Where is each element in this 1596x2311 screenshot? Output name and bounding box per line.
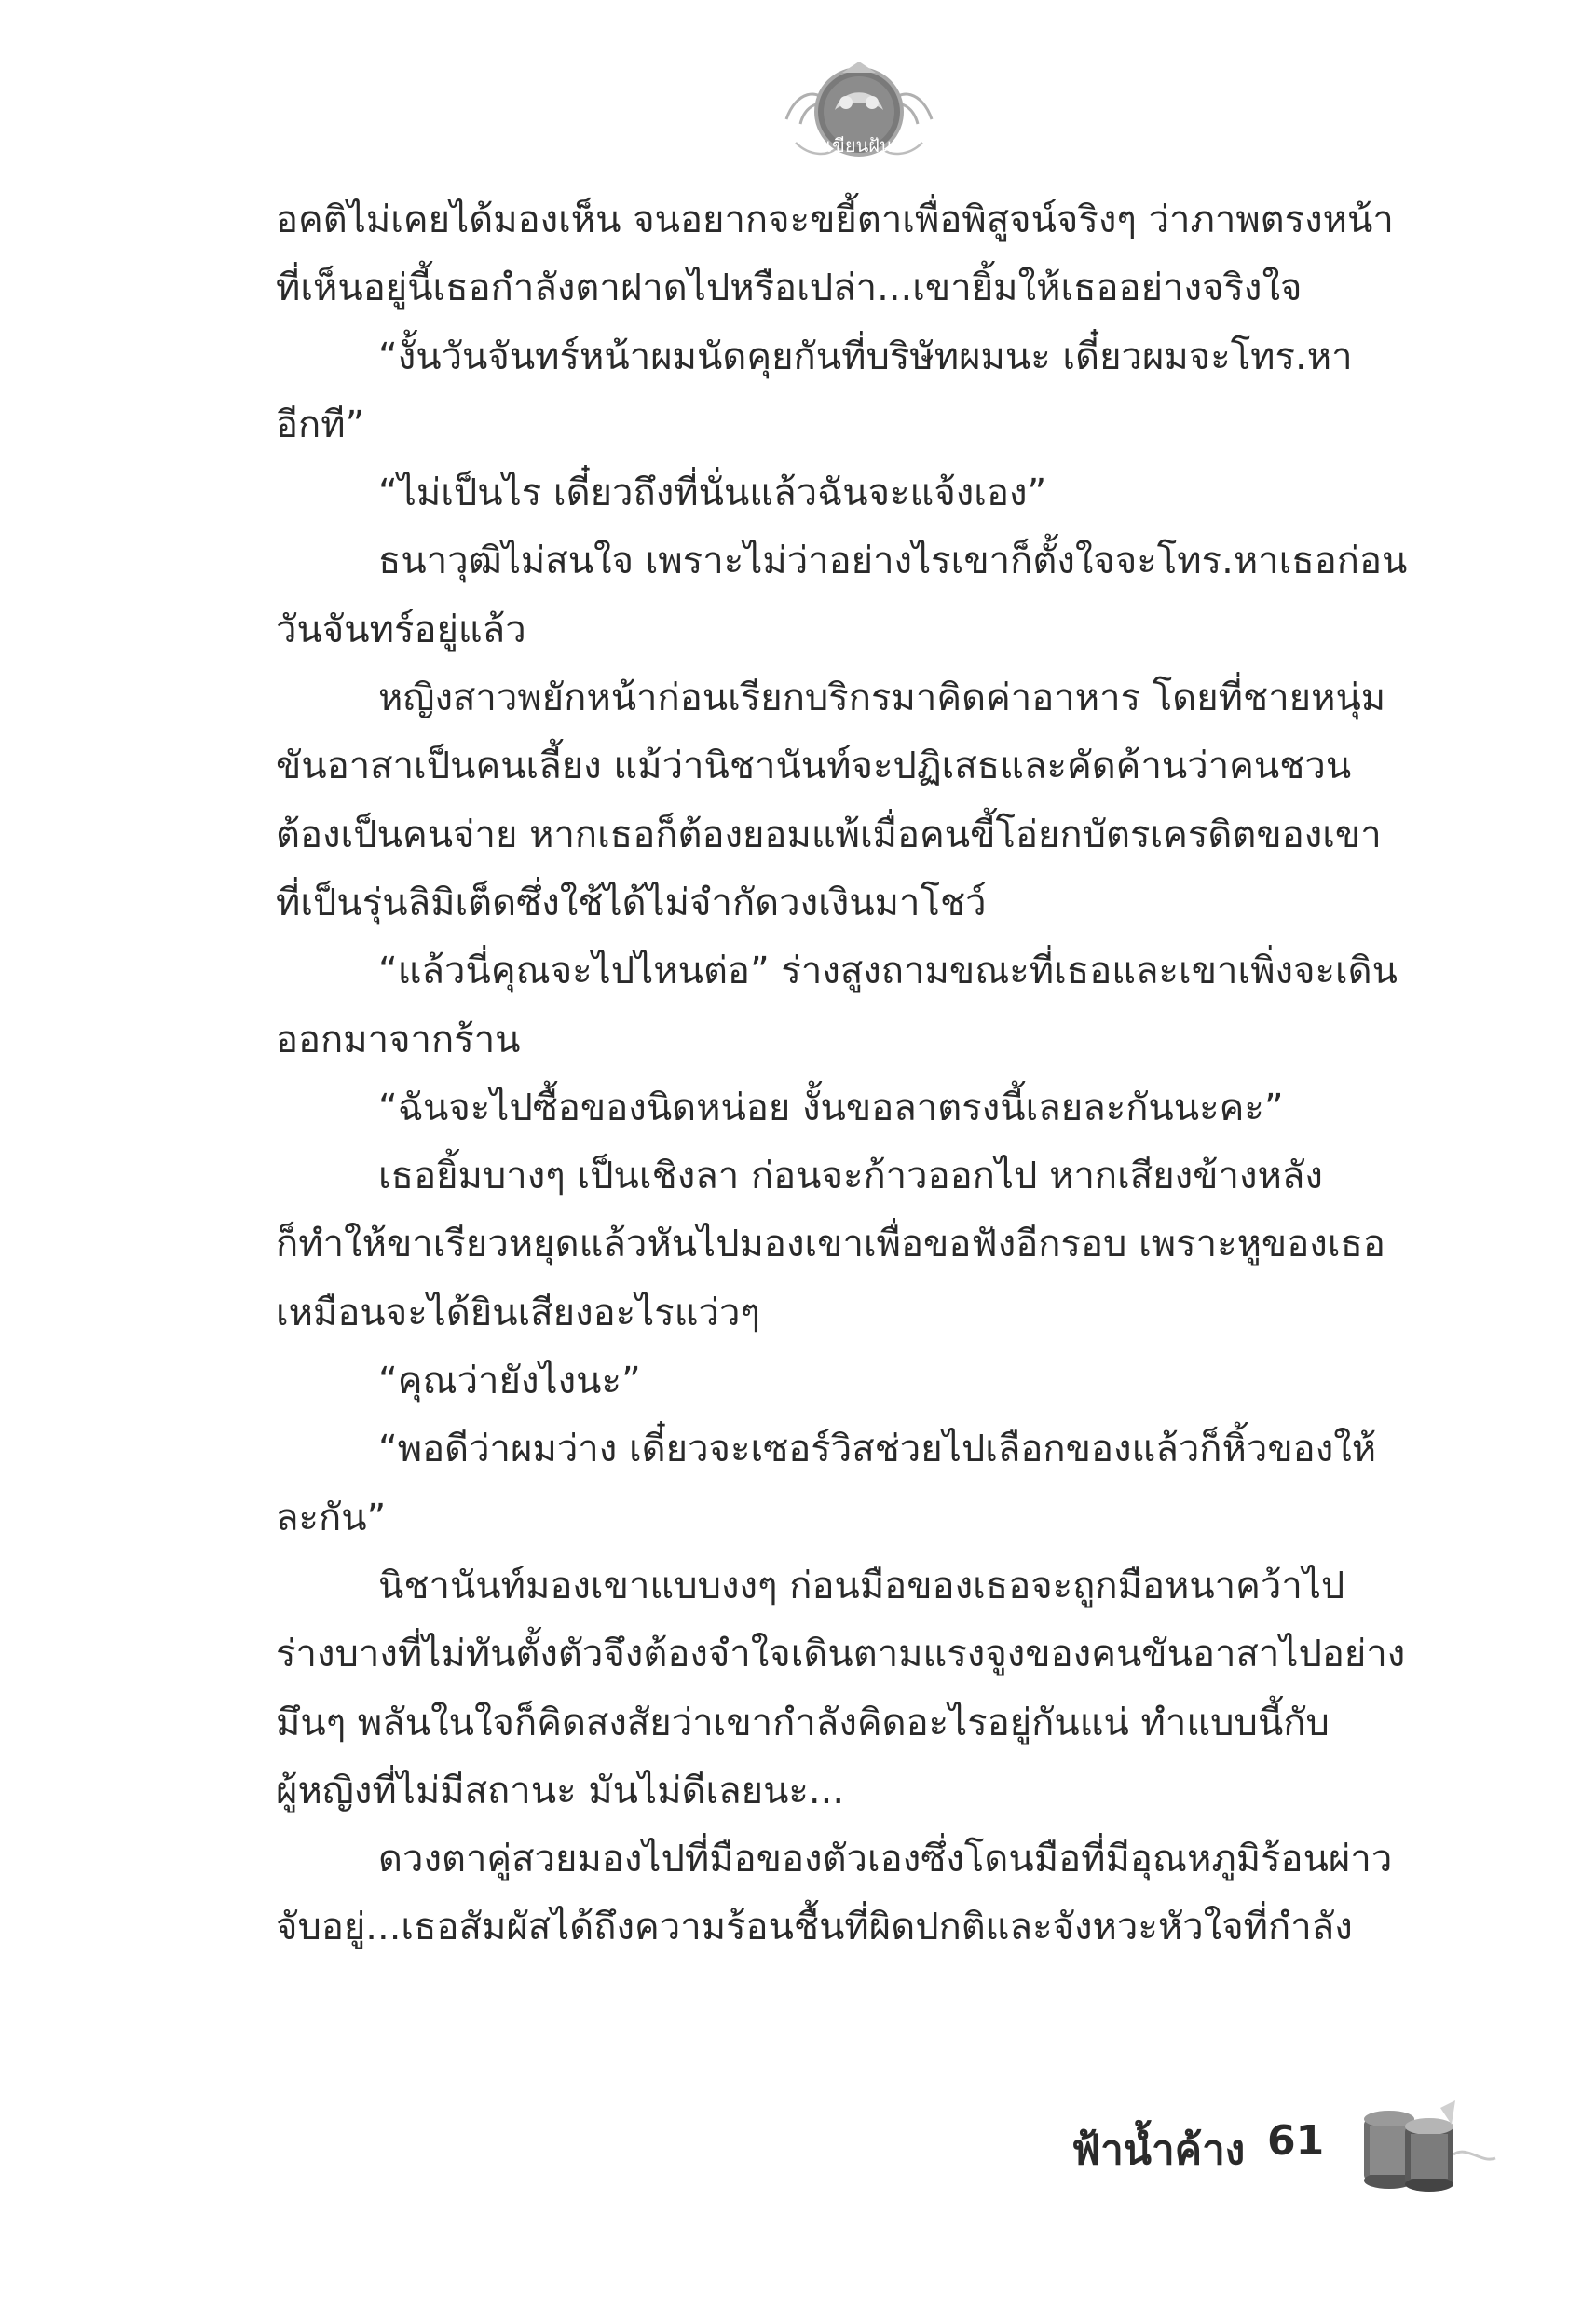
- text-line: ที่เป็นรุ่นลิมิเต็ดซึ่งใช้ได้ไม่จำกัดวงเงินมาโชว์: [276, 881, 987, 924]
- text-line: ก็ทำให้ขาเรียวหยุดแล้วหันไปมองเขาเพื่อขอฟังอีกรอบ เพราะหูของเธอ: [276, 1223, 1385, 1266]
- text-line: ออกมาจากร้าน: [276, 1018, 521, 1061]
- text-line: ร่างบางที่ไม่ทันตั้งตัวจึงต้องจำใจเดินตามแรงจูงของคนขันอาสาไปอย่าง: [276, 1633, 1406, 1676]
- text-line: มึนๆ พลันในใจก็คิดสงสัยว่าเขากำลังคิดอะไรอยู่กันแน่ ทำแบบนี้กับ: [276, 1701, 1330, 1744]
- emblem-text: เขียนฝัน: [825, 134, 893, 157]
- text-line: ต้องเป็นคนจ่าย หากเธอก็ต้องยอมแพ้เมื่อคนขี้โอ่ยกบัตรเครดิตของเขา: [276, 813, 1382, 856]
- text-line: “คุณว่ายังไงนะ”: [378, 1360, 641, 1403]
- thread-spool-icon: [1351, 2099, 1500, 2192]
- text-line: เธอยิ้มบางๆ เป็นเชิงลา ก่อนจะก้าวออกไป หากเสียงข้างหลัง: [378, 1155, 1323, 1198]
- text-line: นิชานันท์มองเขาแบบงงๆ ก่อนมือของเธอจะถูกมือหนาคว้าไป: [378, 1564, 1345, 1607]
- page-number: 61: [1267, 2117, 1325, 2165]
- text-line: อคติไม่เคยได้มองเห็น จนอยากจะขยี้ตาเพื่อพิสูจน์จริงๆ ว่าภาพตรงหน้า: [276, 198, 1394, 241]
- text-line: อีกที”: [276, 403, 365, 446]
- text-line: “ฉันจะไปซื้อของนิดหน่อย งั้นขอลาตรงนี้เลยละกันนะคะ”: [378, 1086, 1284, 1129]
- text-line: ดวงตาคู่สวยมองไปที่มือของตัวเองซึ่งโดนมือที่มีอุณหภูมิร้อนผ่าว: [378, 1838, 1393, 1881]
- text-line: หญิงสาวพยักหน้าก่อนเรียกบริกรมาคิดค่าอาหาร โดยที่ชายหนุ่ม: [378, 677, 1386, 720]
- page-footer: [1071, 2099, 1500, 2201]
- text-line: ละกัน”: [276, 1496, 387, 1539]
- body-text: [276, 186, 1431, 1962]
- text-line: เหมือนจะได้ยินเสียงอะไรแว่วๆ: [276, 1291, 760, 1334]
- text-line: ผู้หญิงที่ไม่มีสถานะ มันไม่ดีเลยนะ...: [276, 1769, 845, 1812]
- text-line: ที่เห็นอยู่นี้เธอกำลังตาฝาดไปหรือเปล่า...เขายิ้มให้เธออย่างจริงใจ: [276, 267, 1303, 310]
- text-line: ขันอาสาเป็นคนเลี้ยง แม้ว่านิชานันท์จะปฏิเสธและคัดค้านว่าคนชวน: [276, 745, 1352, 788]
- text-line: ธนาวุฒิไม่สนใจ เพราะไม่ว่าอย่างไรเขาก็ตั้งใจจะโทร.หาเธอก่อน: [378, 540, 1408, 583]
- book-title: ฟ้าน้ำค้าง: [1071, 2126, 1246, 2174]
- text-line: “พอดีว่าผมว่าง เดี๋ยวจะเซอร์วิสช่วยไปเลือกของแล้วก็หิ้วของให้: [378, 1428, 1377, 1471]
- text-line: จับอยู่...เธอสัมผัสได้ถึงความร้อนชื้นที่ผิดปกติและจังหวะหัวใจที่กำลัง: [276, 1906, 1353, 1949]
- text-line: “แล้วนี่คุณจะไปไหนต่อ” ร่างสูงถามขณะที่เธอและเขาเพิ่งจะเดิน: [378, 950, 1398, 993]
- header-emblem: [777, 54, 941, 171]
- text-line: วันจันทร์อยู่แล้ว: [276, 608, 526, 651]
- text-line: “ไม่เป็นไร เดี๋ยวถึงที่นั่นแล้วฉันจะแจ้งเอง”: [378, 472, 1047, 515]
- text-line: “งั้นวันจันทร์หน้าผมนัดคุยกันที่บริษัทผมนะ เดี๋ยวผมจะโทร.หา: [378, 335, 1353, 378]
